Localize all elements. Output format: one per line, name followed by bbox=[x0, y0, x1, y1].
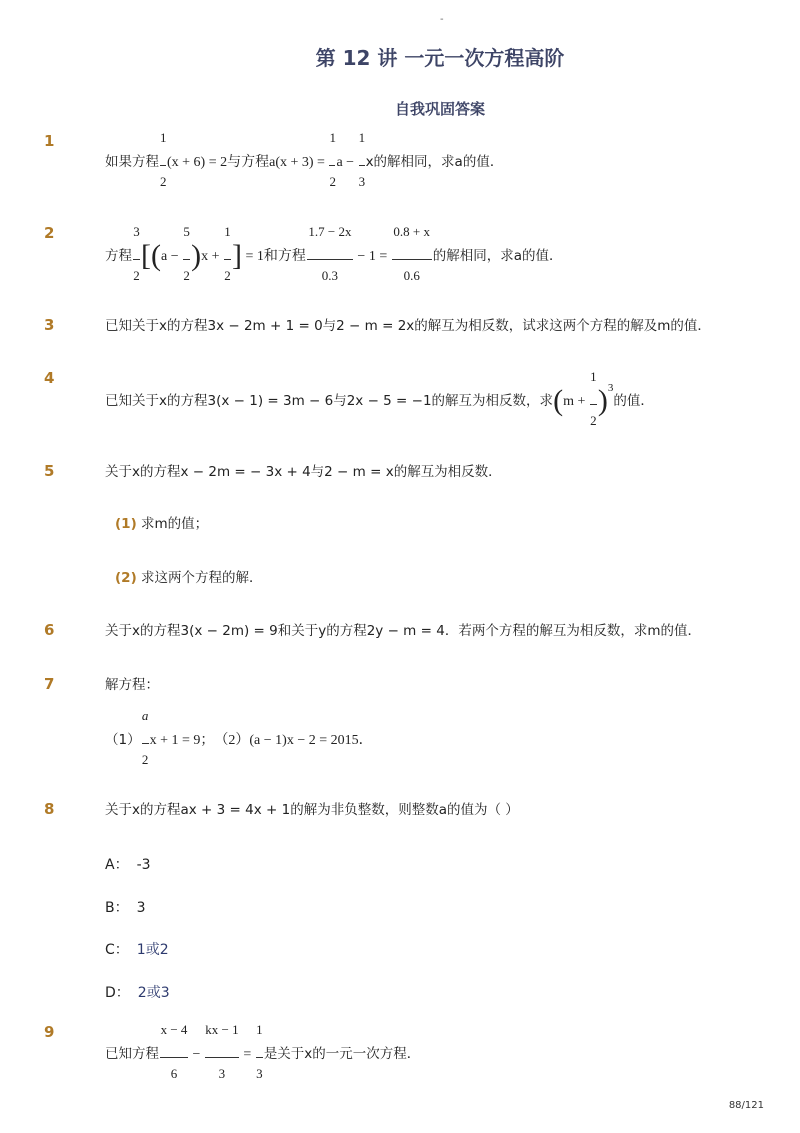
q7-frac-1: $\frac{a}{2}$ bbox=[141, 708, 149, 767]
option-value: 1或2 bbox=[136, 942, 169, 958]
option-value: 2或3 bbox=[137, 985, 170, 1001]
q4-text-c: 的值． bbox=[613, 393, 654, 409]
top-mark: - bbox=[440, 14, 444, 25]
q1-text-a: 如果方程 bbox=[105, 154, 159, 170]
q4-text-b: m + bbox=[563, 394, 589, 409]
question-9 bbox=[105, 1022, 421, 1081]
option-value: 3 bbox=[136, 900, 146, 916]
q2-frac-1: $\frac{3}{2}$ bbox=[133, 224, 140, 283]
q4-text-a: 已知关于x的方程3(x − 1) = 3m − 6与2x − 5 = −1的解互为相反数，求 bbox=[105, 393, 554, 409]
option-label: D： bbox=[105, 985, 130, 1001]
q2-text-c: x + bbox=[201, 249, 224, 264]
q1-text-d: x的解相同，求a的值． bbox=[365, 154, 504, 170]
question-number-8: 8 bbox=[44, 800, 55, 818]
q2-text-a: 方程 bbox=[105, 248, 132, 264]
q1-text-c: a − bbox=[336, 155, 358, 170]
q2-left-paren: ( bbox=[151, 239, 161, 272]
question-number-7: 7 bbox=[44, 675, 55, 693]
q9-text-b: − bbox=[189, 1047, 204, 1062]
q2-text-d: = 1和方程 bbox=[242, 249, 306, 264]
option-label: C： bbox=[105, 942, 129, 958]
question-number-6: 6 bbox=[44, 621, 55, 639]
sub-label: (1) bbox=[115, 516, 137, 532]
question-7: 解方程： bbox=[105, 677, 159, 693]
q2-left-bracket: [ bbox=[141, 239, 151, 272]
question-5: 关于x的方程x − 2m = − 3x + 4与2 − m = x的解互为相反数． bbox=[105, 464, 502, 480]
question-5-sub-1 bbox=[115, 516, 208, 532]
q9-text-d: 是关于x的一元一次方程． bbox=[263, 1046, 421, 1062]
sub-text: 求这两个方程的解． bbox=[141, 570, 263, 586]
question-4 bbox=[105, 369, 654, 428]
question-8: 关于x的方程ax + 3 = 4x + 1的解为非负整数，则整数a的值为（ ） bbox=[105, 802, 519, 818]
sub-text: 求m的值； bbox=[141, 516, 209, 532]
question-number-3: 3 bbox=[44, 316, 55, 334]
question-number-5: 5 bbox=[44, 462, 55, 480]
option-c[interactable] bbox=[105, 939, 169, 959]
question-2 bbox=[105, 224, 563, 283]
option-a[interactable] bbox=[105, 854, 151, 874]
q4-left-paren: ( bbox=[553, 384, 564, 417]
question-number-4: 4 bbox=[44, 369, 55, 387]
q2-right-paren: ) bbox=[191, 239, 202, 272]
q1-text-b: (x + 6) = 2与方程a(x + 3) = bbox=[167, 155, 329, 170]
q9-frac-2: $\frac{kx - 1}{3}$ bbox=[205, 1022, 239, 1081]
q7-text: x + 1 = 9； （2）(a − 1)x − 2 = 2015． bbox=[149, 733, 373, 748]
page-title: 第 12 讲 一元一次方程高阶 bbox=[315, 46, 565, 70]
question-5-sub-2 bbox=[115, 570, 263, 586]
q1-frac-2: $\frac{1}{2}$ bbox=[329, 130, 336, 189]
question-3: 已知关于x的方程3x − 2m + 1 = 0与2 − m = 2x的解互为相反数，试求这两个方程的解及m的值． bbox=[105, 318, 711, 334]
question-6: 关于x的方程3(x − 2m) = 9和关于y的方程2y − m = 4．若两个方程的解互为相反数，求m的值． bbox=[105, 623, 701, 639]
q2-frac-5: $\frac{0.8 + x}{0.6}$ bbox=[393, 224, 431, 283]
q7-label-1: （1） bbox=[105, 732, 141, 748]
sub-label: (2) bbox=[115, 570, 137, 586]
q9-text-c: = bbox=[239, 1047, 255, 1062]
q2-frac-3: $\frac{1}{2}$ bbox=[224, 224, 231, 283]
q9-text-a: 已知方程 bbox=[105, 1046, 159, 1062]
option-b[interactable] bbox=[105, 897, 146, 917]
q2-text-b: a − bbox=[161, 249, 183, 264]
option-d[interactable] bbox=[105, 982, 170, 1002]
option-label: A： bbox=[105, 857, 129, 873]
question-1 bbox=[105, 130, 504, 189]
q1-frac-1: $\frac{1}{2}$ bbox=[160, 130, 167, 189]
q4-exponent: 3 bbox=[607, 382, 614, 394]
q2-right-bracket: ] bbox=[232, 239, 243, 272]
page-number: 88/121 bbox=[728, 1100, 764, 1111]
option-label: B： bbox=[105, 900, 129, 916]
q9-frac-1: $\frac{x - 4}{6}$ bbox=[160, 1022, 188, 1081]
q4-right-paren: ) bbox=[597, 384, 608, 417]
q2-frac-4: $\frac{1.7 - 2x}{0.3}$ bbox=[308, 224, 352, 283]
option-value: -3 bbox=[136, 857, 151, 873]
q2-text-e: − 1 = bbox=[353, 249, 391, 264]
q9-frac-3: $\frac{1}{3}$ bbox=[256, 1022, 263, 1081]
question-7-equations bbox=[105, 708, 373, 767]
q1-frac-3: $\frac{1}{3}$ bbox=[358, 130, 366, 189]
q2-frac-2: $\frac{5}{2}$ bbox=[183, 224, 190, 283]
q4-frac-1: $\frac{1}{2}$ bbox=[590, 369, 597, 428]
question-number-9: 9 bbox=[44, 1023, 55, 1041]
q2-text-f: 的解相同，求a的值． bbox=[432, 248, 563, 264]
question-number-1: 1 bbox=[44, 132, 55, 150]
section-subtitle: 自我巩固答案 bbox=[394, 100, 485, 118]
question-number-2: 2 bbox=[44, 224, 55, 242]
